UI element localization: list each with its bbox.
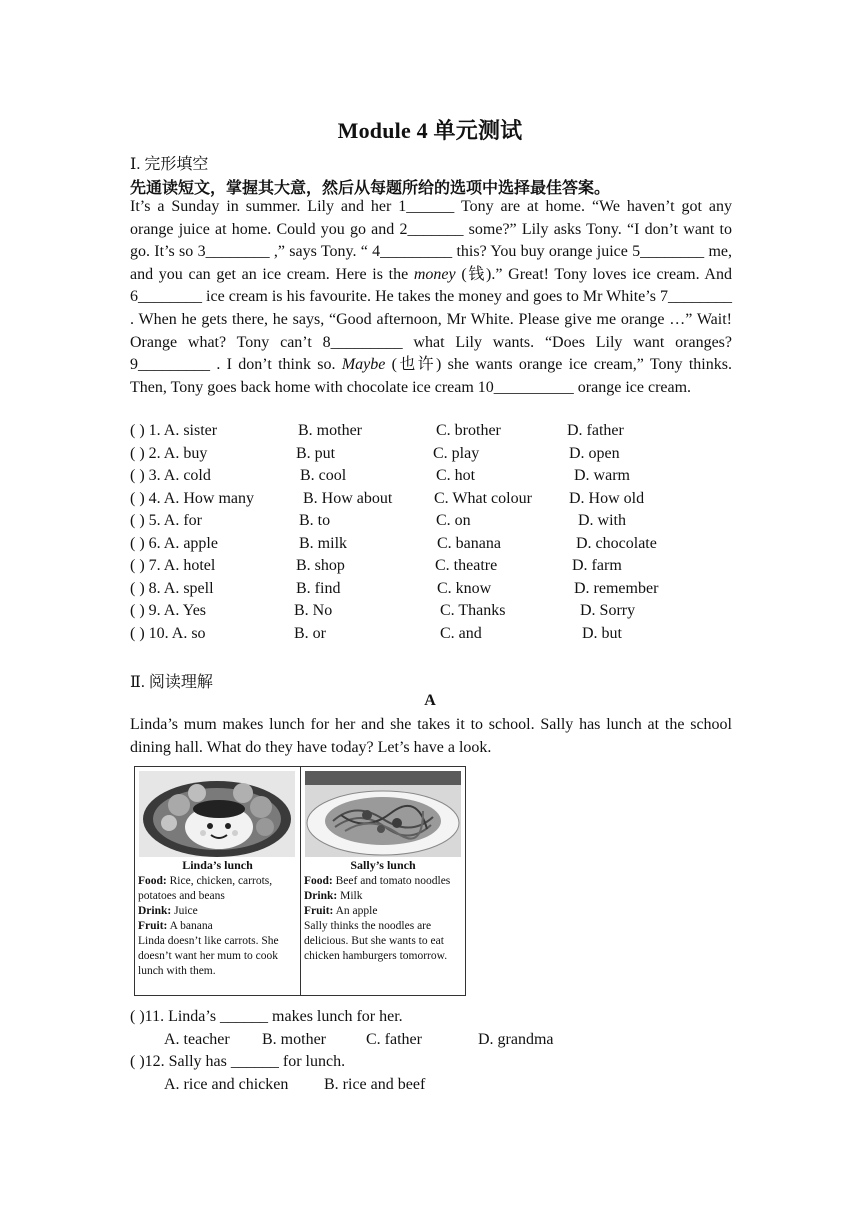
cloze-question-7-option-d: D. farm — [572, 557, 622, 574]
cloze-question-6-option-a: ( ) 6. A. apple — [130, 535, 218, 552]
cloze-question-8-option-d: D. remember — [574, 580, 659, 597]
sally-lunch-details — [304, 874, 462, 964]
cloze-question-10-option-c: C. and — [440, 625, 482, 642]
cloze-question-9-option-d: D. Sorry — [580, 602, 636, 619]
sally-food: Beef and tomato noodles — [332, 875, 451, 887]
q11-option-d: D. grandma — [478, 1031, 554, 1048]
cloze-question-4-option-d: D. How old — [569, 490, 645, 507]
linda-lunch-heading: Linda’s lunch — [182, 858, 253, 872]
sally-lunch-photo — [305, 771, 461, 857]
reading-intro: Linda’s mum makes lunch for her and she takes it to school. Sally has lunch at the school dining hall. What do they have today? Let’s have a look. — [130, 716, 732, 756]
cloze-question-5-option-c: C. on — [436, 512, 471, 529]
sally-food-label: Food: — [304, 875, 333, 887]
linda-food: Rice, chicken, carrots, potatoes and beans — [138, 875, 273, 902]
sally-lunch-panel — [301, 767, 465, 995]
cloze-question-6-option-d: D. chocolate — [576, 535, 657, 552]
question-11-stem: ( )11. Linda’s ______ makes lunch for her. — [130, 1008, 403, 1025]
linda-lunch-details — [138, 874, 296, 979]
sally-note: Sally thinks the noodles are delicious. But she wants to eat chicken hamburgers tomorrow. — [304, 920, 448, 962]
cloze-question-4-option-a: ( ) 4. A. How many — [130, 490, 254, 507]
sally-drink: Milk — [337, 890, 363, 902]
cloze-question-10-option-b: B. or — [294, 625, 326, 642]
cloze-question-5-option-a: ( ) 5. A. for — [130, 512, 202, 529]
linda-fruit-label: Fruit: — [138, 920, 168, 932]
cloze-question-3-option-d: D. warm — [574, 467, 630, 484]
cloze-question-2-option-d: D. open — [569, 445, 620, 462]
linda-lunch-panel — [135, 767, 300, 995]
cloze-question-2-option-b: B. put — [296, 445, 336, 462]
passage-part-2: (钱).” Great! Tony loves ice cream. And 6________ ice cream is his favourite. He takes the money and goes to Mr White’s 7________ . When he gets there, he says, “Good afternoon, Mr White. Please give me orange …” Wait! Orange what? Tony can’t 8_________ what Lily wants. “Does Lily want oranges? 9_________ . I don’t think so. — [130, 265, 732, 374]
cloze-question-6-option-c: C. banana — [437, 535, 501, 552]
cloze-question-7-option-c: C. theatre — [435, 557, 498, 574]
section1-instruction: 先通读短文，掌握其大意，然后从每题所给的选项中选择最佳答案。 — [130, 180, 611, 197]
cloze-question-9-option-a: ( ) 9. A. Yes — [130, 602, 207, 619]
linda-note: Linda doesn’t like carrots. She doesn’t want her mum to cook lunch with them. — [138, 935, 279, 977]
sally-drink-label: Drink: — [304, 890, 338, 902]
passage-label-a: A — [424, 692, 436, 709]
cloze-question-8-option-b: B. find — [296, 580, 341, 597]
cloze-question-8-option-c: C. know — [437, 580, 492, 597]
question-12-stem: ( )12. Sally has ______ for lunch. — [130, 1053, 346, 1070]
lunch-comparison-figure — [134, 766, 466, 996]
q12-option-b: B. rice and beef — [324, 1076, 426, 1093]
cloze-question-2-option-a: ( ) 2. A. buy — [130, 445, 208, 462]
cloze-question-5-option-b: B. to — [299, 512, 331, 529]
passage-part-1: It’s a Sunday in summer. Lily and her 1______ Tony are at home. “We haven’t got any orange juice at home. Could you go and 2_______ some?” Lily asks Tony. “I don’t want to go. It’s so 3________ ,” says Tony. “ 4_________ this? You buy orange juice 5________ me, and you can get an ice cream. Here is the — [130, 198, 732, 283]
linda-fruit: A banana — [167, 920, 213, 932]
cloze-question-10-option-a: ( ) 10. A. so — [130, 625, 206, 642]
sally-fruit: An apple — [333, 905, 378, 917]
linda-lunch-photo — [139, 771, 295, 857]
passage-italic-maybe: Maybe — [341, 356, 386, 374]
cloze-question-1-option-c: C. brother — [436, 422, 501, 439]
cloze-question-4-option-c: C. What colour — [434, 490, 532, 507]
cloze-question-2-option-c: C. play — [433, 445, 480, 462]
q11-option-c: C. father — [366, 1031, 422, 1048]
section1-heading: Ⅰ. 完形填空 — [130, 156, 209, 173]
linda-drink: Juice — [171, 905, 198, 917]
passage-italic-money: money — [413, 265, 456, 283]
cloze-question-9-option-c: C. Thanks — [440, 602, 506, 619]
linda-food-label: Food: — [138, 875, 167, 887]
cloze-question-7-option-a: ( ) 7. A. hotel — [130, 557, 216, 574]
cloze-question-4-option-b: B. How about — [303, 490, 393, 507]
q11-option-b: B. mother — [262, 1031, 326, 1048]
cloze-question-7-option-b: B. shop — [296, 557, 345, 574]
cloze-question-3-option-c: C. hot — [436, 467, 476, 484]
cloze-question-5-option-d: D. with — [578, 512, 626, 529]
cloze-question-8-option-a: ( ) 8. A. spell — [130, 580, 214, 597]
sally-fruit-label: Fruit: — [304, 905, 334, 917]
cloze-question-9-option-b: B. No — [294, 602, 333, 619]
section2-heading: Ⅱ. 阅读理解 — [130, 674, 213, 691]
page-title: Module 4 单元测试 — [337, 118, 523, 143]
cloze-question-1-option-d: D. father — [567, 422, 624, 439]
cloze-question-1-option-a: ( ) 1. A. sister — [130, 422, 218, 439]
q11-option-a: A. teacher — [164, 1031, 230, 1048]
cloze-passage — [130, 196, 732, 399]
sally-lunch-heading: Sally’s lunch — [350, 858, 416, 872]
cloze-question-1-option-b: B. mother — [298, 422, 362, 439]
q12-option-a: A. rice and chicken — [164, 1076, 289, 1093]
cloze-question-3-option-a: ( ) 3. A. cold — [130, 467, 211, 484]
passage-part-3: (也许) she wants orange ice cream,” Tony thinks. Then, Tony goes back home with chocolate ice cream 10__________ orange ice cream. — [130, 356, 732, 396]
cloze-question-3-option-b: B. cool — [300, 467, 347, 484]
linda-drink-label: Drink: — [138, 905, 172, 917]
cloze-question-10-option-d: D. but — [582, 625, 622, 642]
cloze-question-6-option-b: B. milk — [299, 535, 348, 552]
